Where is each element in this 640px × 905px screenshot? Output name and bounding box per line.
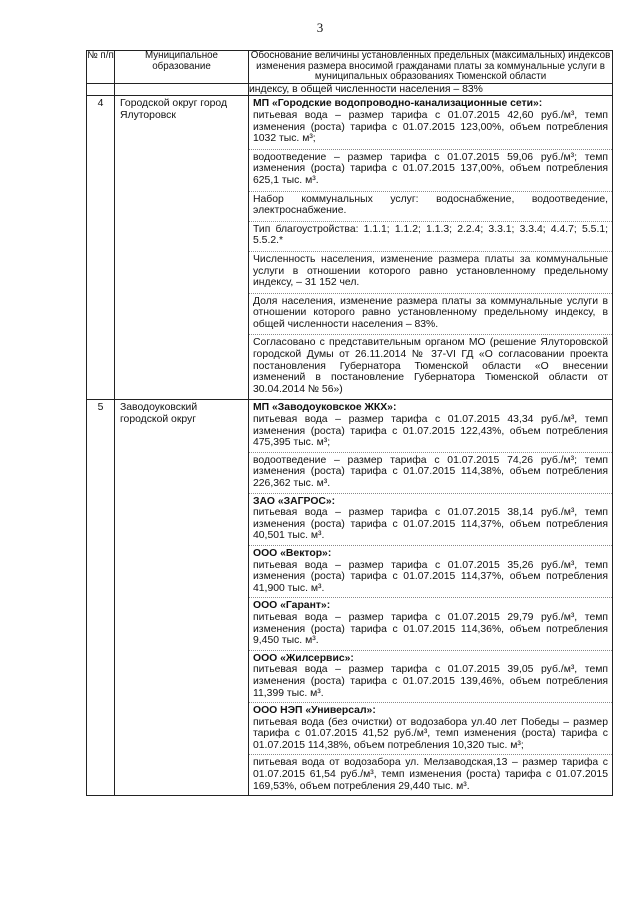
tariff-text: питьевая вода – размер тарифа с 01.07.2015 42,60 руб./м³, темп изменения (роста) тарифа с 01.07.2015 123,00%, объем потребления 1032 тыс. м³;: [253, 109, 608, 145]
row-number: 5: [87, 400, 115, 796]
approval-text: Согласовано с представительным органом МО (решение Ялуторовской городской Думы от 26.11.2014 № 37-VI ГД «О согласовании проекта постановления Губернатора Тюменской области «О внесении изменений в постановление Губернатора Тюменской области от 30.04.2014 № 56»): [253, 337, 608, 395]
justification-cell: [249, 96, 613, 400]
header-municipality: Муниципальное образование: [115, 51, 249, 84]
organization-title: ООО НЭП «Универсал»:: [253, 705, 376, 717]
tariff-block: [249, 494, 612, 546]
justification-cell: [249, 400, 613, 796]
population-share-text: Доля населения, изменение размера платы за коммунальные услуги в отношении которого равно установленному предельному индексу, в общей численности населения – 83%.: [253, 295, 608, 330]
page-number: 3: [316, 20, 324, 35]
tariff-text: водоотведение – размер тарифа с 01.07.2015 59,06 руб./м³; темп изменения (роста) тарифа с 01.07.2015 137,00%, объем потребления 625,1 тыс. м³.: [253, 151, 608, 186]
tariff-text: водоотведение – размер тарифа с 01.07.2015 74,26 руб./м³; темп изменения (роста) тарифа с 01.07.2015 114,38%, объем потребления 226,362 тыс. м³.: [253, 454, 608, 489]
organization-title: МП «Городские водопроводно-канализационные сети»:: [253, 98, 543, 110]
tariff-block: [249, 651, 612, 703]
table-row: [87, 96, 613, 400]
tariff-block: [249, 703, 612, 755]
header-number: № п/п: [87, 51, 115, 84]
amenity-type-text: Тип благоустройства: 1.1.1; 1.1.2; 1.1.3; 2.2.4; 3.3.1; 3.3.4; 4.4.7; 5.5.1; 5.5.2.*: [253, 223, 608, 247]
tariff-text: питьевая вода – размер тарифа с 01.07.2015 35,26 руб./м³, темп изменения (роста) тарифа с 01.07.2015 114,37%, объем потребления 41,900 тыс. м³.: [253, 559, 608, 594]
tariff-text: питьевая вода от водозабора ул. Мелзаводская,13 – размер тарифа с 01.07.2015 61,54 руб./м³, темп изменения (роста) тарифа с 01.07.2015 169,53%, объем потребления 29,440 тыс. м³.: [253, 757, 608, 792]
services-text: Набор коммунальных услуг: водоснабжение, водоотведение, электроснабжение.: [253, 193, 608, 217]
tariff-text: питьевая вода – размер тарифа с 01.07.2015 39,05 руб./м³, темп изменения (роста) тарифа с 01.07.2015 139,46%, объем потребления 11,399 тыс. м³.: [253, 664, 608, 699]
tariff-text: питьевая вода (без очистки) от водозабора ул.40 лет Победы – размер тарифа с 01.07.2015 41,52 руб./м³, темп изменения (роста) тарифа с 01.07.2015 114,38%, объем потребления 10,320 тыс. м³;: [253, 716, 608, 751]
header-justification: Обоснование величины установленных предельных (максимальных) индексов изменения размера вносимой гражданами платы за коммунальные услуги в муниципальных образованиях Тюменской области: [249, 51, 613, 84]
carry-over-text: индексу, в общей численности населения – 83%: [249, 83, 613, 96]
organization-title: ООО «Жилсервис»:: [253, 652, 354, 664]
organization-title: ООО «Гарант»:: [253, 600, 331, 612]
tariff-block: [249, 96, 612, 149]
population-block: [249, 252, 612, 294]
municipality-name: Городской округ город Ялуторовск: [115, 96, 249, 400]
services-block: [249, 192, 612, 222]
tariff-text: питьевая вода – размер тарифа с 01.07.2015 29,79 руб./м³, темп изменения (роста) тарифа с 01.07.2015 114,36%, объем потребления 9,450 тыс. м³.: [253, 611, 608, 647]
organization-title: ООО «Вектор»:: [253, 547, 332, 559]
municipality-name: Заводоуковский городской округ: [115, 400, 249, 796]
tariff-block: [249, 150, 612, 192]
population-text: Численность населения, изменение размера платы за коммунальные услуги в отношении которого равно установленному предельному индексу, – 31 152 чел.: [253, 253, 608, 289]
table-row: [87, 400, 613, 796]
amenity-type-block: [249, 222, 612, 252]
tariff-text: питьевая вода – размер тарифа с 01.07.2015 43,34 руб./м³, темп изменения (роста) тарифа с 01.07.2015 122,43%, объем потребления 475,395 тыс. м³;: [253, 414, 608, 449]
tariff-block: [249, 598, 612, 650]
carry-over-row: [87, 83, 613, 96]
approval-block: [249, 335, 612, 399]
organization-title: ЗАО «ЗАГРОС»:: [253, 495, 336, 507]
tariff-table: [86, 50, 613, 796]
tariff-text: питьевая вода – размер тарифа с 01.07.2015 38,14 руб./м³, темп изменения (роста) тарифа с 01.07.2015 114,37%, объем потребления 40,501 тыс. м³.: [253, 507, 608, 542]
row-number: 4: [87, 96, 115, 400]
organization-title: МП «Заводоуковское ЖКХ»:: [253, 402, 397, 414]
tariff-block: [249, 546, 612, 598]
tariff-block: [249, 400, 612, 452]
table-header-row: [87, 51, 613, 84]
tariff-block: [249, 453, 612, 494]
tariff-block: [249, 755, 612, 795]
population-share-block: [249, 294, 612, 336]
